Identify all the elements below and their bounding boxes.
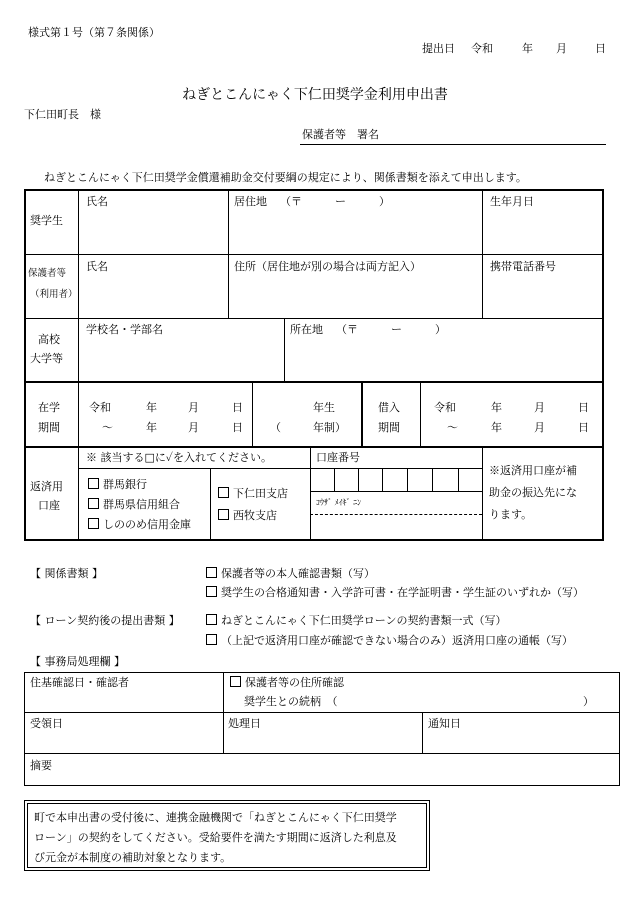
col-divider bbox=[422, 712, 423, 753]
loan-period-label: 借入 bbox=[378, 401, 400, 414]
loan-start-year: 年 bbox=[491, 401, 502, 414]
enrollment-end-day: 日 bbox=[232, 421, 243, 434]
student-name-field[interactable] bbox=[80, 210, 226, 252]
system-open: （ bbox=[270, 421, 281, 434]
loan-end-year: 年 bbox=[491, 421, 502, 434]
guardian-address-check[interactable] bbox=[230, 676, 344, 689]
repay-note-line: ります。 bbox=[489, 508, 533, 521]
submit-date-month: 月 bbox=[556, 42, 567, 55]
col-divider bbox=[361, 381, 363, 446]
related-doc-text: 保護者等の本人確認書類（写） bbox=[221, 567, 375, 580]
repay-account-label: 返済用 bbox=[30, 480, 63, 493]
repay-note-line: ※返済用口座が補 bbox=[489, 464, 577, 477]
bank-option-credit-union[interactable] bbox=[88, 498, 180, 511]
enrollment-end-month: 月 bbox=[188, 421, 199, 434]
bank-option-gunma[interactable] bbox=[88, 478, 147, 491]
checkbox[interactable] bbox=[88, 518, 99, 529]
checkbox[interactable] bbox=[88, 498, 99, 509]
intro-text: ねぎとこんにゃく下仁田奨学金償還補助金交付要綱の規定により、関係書類を添えて申出します。 bbox=[44, 171, 527, 184]
row-divider bbox=[24, 318, 604, 319]
post-contract-item[interactable] bbox=[206, 614, 507, 627]
school-label: 高校 bbox=[38, 333, 60, 346]
remarks-label: 摘要 bbox=[30, 759, 52, 772]
related-doc-item[interactable] bbox=[206, 567, 375, 580]
guardian-name-field[interactable] bbox=[80, 276, 226, 316]
submit-date-era: 令和 bbox=[471, 42, 493, 55]
col-divider bbox=[210, 468, 211, 541]
checkbox[interactable] bbox=[218, 509, 229, 520]
row-divider bbox=[24, 254, 604, 255]
col-divider bbox=[223, 672, 224, 753]
notice-line: 町で本申出書の受付後に、連携金融機関で「ねぎとこんにゃく下仁田奨学 bbox=[34, 811, 397, 824]
residence-field[interactable] bbox=[230, 210, 480, 252]
row-divider bbox=[78, 468, 310, 469]
col-divider bbox=[482, 189, 483, 318]
enrollment-start-year: 年 bbox=[146, 401, 157, 414]
guardian-address-field[interactable] bbox=[230, 276, 480, 316]
account-name-kana-label: ｺｳｻﾞ ﾒｲｷﾞ ﾆﾝ bbox=[316, 498, 362, 507]
relationship-close: ） bbox=[583, 695, 594, 708]
school-location-field[interactable] bbox=[286, 338, 602, 379]
residence-postal: （〒 ー ） bbox=[280, 195, 390, 208]
loan-start-month: 月 bbox=[534, 401, 545, 414]
loan-end-month: 月 bbox=[534, 421, 545, 434]
branch-label: 西牧支店 bbox=[233, 509, 277, 522]
col-divider bbox=[228, 189, 229, 318]
residence-label: 居住地 bbox=[234, 195, 267, 208]
checkbox[interactable] bbox=[88, 478, 99, 489]
enrollment-start-era: 令和 bbox=[89, 401, 111, 414]
bank-label: しののめ信用金庫 bbox=[103, 518, 191, 531]
row-divider bbox=[24, 446, 604, 448]
enrollment-sublabel: 期間 bbox=[38, 421, 60, 434]
form-number: 様式第１号（第７条関係） bbox=[28, 26, 160, 39]
row-divider bbox=[24, 753, 620, 754]
signature-line[interactable] bbox=[300, 144, 606, 145]
checkbox[interactable] bbox=[206, 586, 217, 597]
post-contract-text: ねぎとこんにゃく下仁田奨学ローンの契約書類一式（写） bbox=[221, 614, 507, 627]
guardian-address-check-label: 保護者等の住所確認 bbox=[245, 676, 344, 689]
student-name-label: 氏名 bbox=[86, 195, 108, 208]
submit-date-label: 提出日 bbox=[422, 42, 455, 55]
enrollment-label: 在学 bbox=[38, 401, 60, 414]
branch-label: 下仁田支店 bbox=[233, 487, 288, 500]
col-divider bbox=[252, 381, 253, 446]
account-number-label: 口座番号 bbox=[316, 451, 360, 464]
enrollment-start-month: 月 bbox=[188, 401, 199, 414]
bank-option-shinonome[interactable] bbox=[88, 518, 191, 531]
bank-label: 群馬県信用組合 bbox=[103, 498, 180, 511]
loan-period-sublabel: 期間 bbox=[378, 421, 400, 434]
processed-date-label: 処理日 bbox=[228, 717, 261, 730]
notice-line: び元金が本制度の補助対象となります。 bbox=[34, 851, 232, 864]
enrollment-end-year: 年 bbox=[146, 421, 157, 434]
guardian-address-label: 住所（居住地が別の場合は両方記入） bbox=[234, 260, 421, 273]
received-date-label: 受領日 bbox=[30, 717, 63, 730]
loan-end-day: 日 bbox=[578, 421, 589, 434]
repay-account-sublabel: 口座 bbox=[38, 499, 60, 512]
loan-start-era: 令和 bbox=[434, 401, 456, 414]
col-divider bbox=[284, 318, 285, 381]
post-contract-item[interactable] bbox=[206, 634, 573, 647]
checkbox[interactable] bbox=[230, 676, 241, 687]
col-divider bbox=[78, 189, 79, 541]
checkbox[interactable] bbox=[206, 567, 217, 578]
account-grid-line bbox=[310, 491, 482, 492]
submit-date-year: 年 bbox=[522, 42, 533, 55]
checkbox[interactable] bbox=[206, 614, 217, 625]
mobile-field[interactable] bbox=[484, 276, 602, 316]
submit-date-day: 日 bbox=[595, 42, 606, 55]
guardian-label: 保護者等 bbox=[28, 268, 67, 279]
relationship-label: 奨学生との続柄 （ bbox=[244, 695, 338, 708]
addressee: 下仁田町長 様 bbox=[24, 108, 101, 121]
checkbox[interactable] bbox=[218, 487, 229, 498]
school-name-field[interactable] bbox=[80, 338, 282, 379]
branch-option-nishimaki[interactable] bbox=[218, 509, 277, 522]
related-doc-text: 奨学生の合格通知書・入学許可書・在学証明書・学生証のいずれか（写） bbox=[221, 586, 584, 599]
post-contract-label: 【 ローン契約後の提出書類 】 bbox=[30, 614, 180, 627]
signature-label: 保護者等 署名 bbox=[302, 128, 379, 141]
mobile-label: 携帯電話番号 bbox=[490, 260, 556, 273]
office-label: 【 事務局処理欄 】 bbox=[30, 655, 125, 668]
post-contract-text: （上記で返済用口座が確認できない場合のみ）返済用口座の通帳（写） bbox=[221, 634, 573, 647]
notified-date-label: 通知日 bbox=[428, 717, 461, 730]
bank-label: 群馬銀行 bbox=[103, 478, 147, 491]
related-docs-label: 【 関係書類 】 bbox=[30, 567, 103, 580]
account-name-field[interactable] bbox=[311, 515, 481, 540]
related-doc-item[interactable] bbox=[206, 586, 584, 599]
enrollment-tilde: ～ bbox=[102, 421, 113, 434]
row-divider bbox=[24, 381, 604, 383]
row-divider bbox=[24, 712, 620, 713]
branch-option-shimonita[interactable] bbox=[218, 487, 288, 500]
account-number-field[interactable] bbox=[311, 469, 481, 490]
enrollment-start-day: 日 bbox=[232, 401, 243, 414]
school-name-label: 学校名・学部名 bbox=[86, 323, 163, 336]
loan-start-day: 日 bbox=[578, 401, 589, 414]
school-location-label: 所在地 bbox=[290, 323, 323, 336]
col-divider bbox=[420, 381, 421, 446]
birthdate-label: 生年月日 bbox=[490, 195, 534, 208]
guardian-name-label: 氏名 bbox=[86, 260, 108, 273]
guardian-sublabel: （利用者） bbox=[30, 289, 78, 300]
repay-note-line: 助金の振込先にな bbox=[489, 486, 577, 499]
residence-check-label: 住基確認日・確認者 bbox=[30, 676, 129, 689]
school-location-postal: （〒 ー ） bbox=[336, 323, 446, 336]
system-label: 年制） bbox=[313, 421, 346, 434]
checkbox[interactable] bbox=[206, 634, 217, 645]
student-label: 奨学生 bbox=[30, 214, 63, 227]
grade-year-label: 年生 bbox=[313, 401, 335, 414]
loan-tilde: ～ bbox=[447, 421, 458, 434]
birthdate-field[interactable] bbox=[484, 210, 602, 252]
page-title: ねぎとこんにゃく下仁田奨学金利用申出書 bbox=[182, 87, 448, 103]
col-divider bbox=[482, 446, 483, 541]
check-instruction: ※ 該当する□に✓を入れてください。 bbox=[86, 451, 272, 464]
school-sublabel: 大学等 bbox=[30, 352, 63, 365]
notice-line: ローン」の契約をしてください。受給要件を満たす期間に返済した利息及 bbox=[34, 831, 397, 844]
